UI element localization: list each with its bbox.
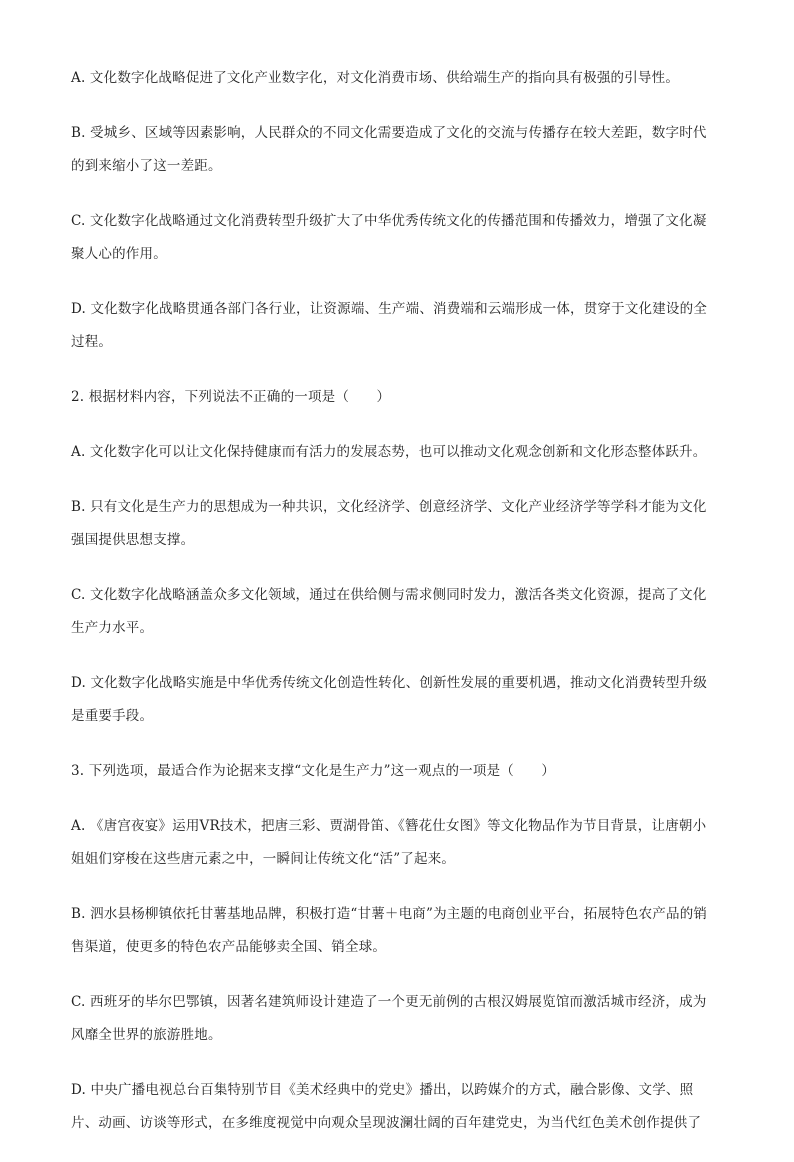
document-body [71,62,717,1162]
option-3c: C. 西班牙的毕尔巴鄂镇，因著名建筑师设计建造了一个更无前例的古根汉姆展览馆而激活城市经济，成为风靡全世界的旅游胜地。 [71,994,707,1043]
option-3d: D. 中央广播电视总台百集特别节目《美术经典中的党史》播出，以跨媒介的方式，融合影像、文学、照片、动画、访谈等形式，在多维度视觉中向观众呈现波澜壮阔的百年建党史，为当代红色美术创作提供了 [71,1082,702,1131]
option-1b: B. 受城乡、区域等因素影响，人民群众的不同文化需要造成了文化的交流与传播存在较大差距，数字时代的到来缩小了这一差距。 [71,125,707,174]
question-2: 2. 根据材料内容，下列说法不正确的一项是（ ） [71,389,391,405]
question-3: 3. 下列选项，最适合作为论据来支撑“文化是生产力”这一观点的一项是（ ） [71,763,556,779]
option-2b: B. 只有文化是生产力的思想成为一种共识，文化经济学、创意经济学、文化产业经济学等学科才能为文化强国提供思想支撑。 [71,499,707,548]
option-3a: A. 《唐宫夜宴》运用VR技术，把唐三彩、贾湖骨笛、《簪花仕女图》等文化物品作为节目背景，让唐朝小姐姐们穿梭在这些唐元素之中，一瞬间让传统文化“活”了起来。 [71,818,707,867]
option-1c: C. 文化数字化战略通过文化消费转型升级扩大了中华优秀传统文化的传播范围和传播效力，增强了文化凝聚人心的作用。 [71,213,707,262]
option-2c: C. 文化数字化战略涵盖众多文化领域，通过在供给侧与需求侧同时发力，激活各类文化资源，提高了文化生产力水平。 [71,587,707,636]
option-2d: D. 文化数字化战略实施是中华优秀传统文化创造性转化、创新性发展的重要机遇，推动文化消费转型升级是重要手段。 [71,675,708,724]
option-1a: A. 文化数字化战略促进了文化产业数字化，对文化消费市场、供给端生产的指向具有极强的引导性。 [71,70,680,86]
option-1d: D. 文化数字化战略贯通各部门各行业，让资源端、生产端、消费端和云端形成一体，贯穿于文化建设的全过程。 [71,301,708,350]
option-2a: A. 文化数字化可以让文化保持健康而有活力的发展态势，也可以推动文化观念创新和文化形态整体跃升。 [71,444,707,460]
option-3b: B. 泗水县杨柳镇依托甘薯基地品牌，积极打造“甘薯＋电商”为主题的电商创业平台，拓展特色农产品的销售渠道，使更多的特色农产品能够卖全国、销全球。 [71,906,708,955]
